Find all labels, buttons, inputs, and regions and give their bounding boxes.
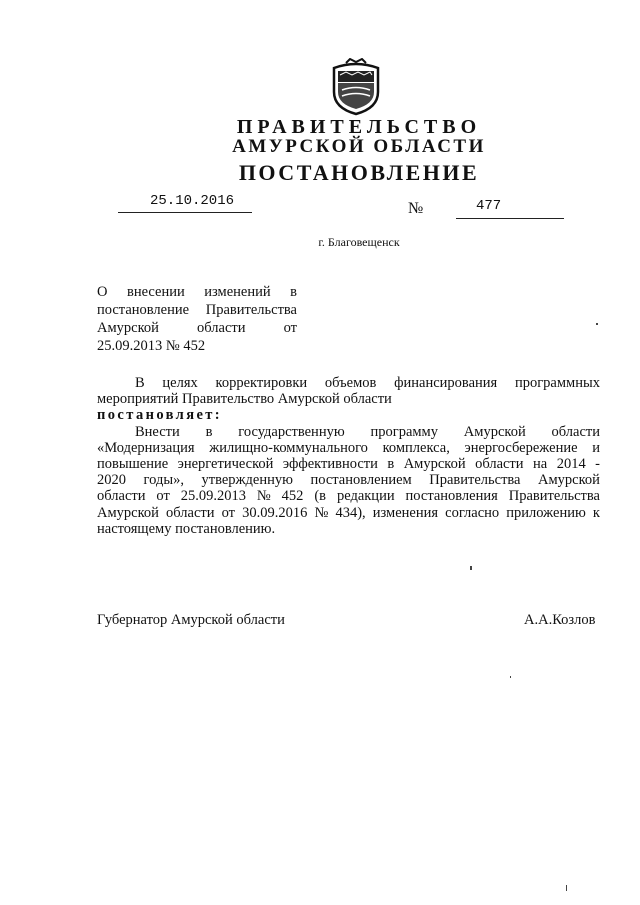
body-word: эффективности — [282, 456, 378, 473]
body-word: от — [221, 504, 236, 521]
body-word: Внести — [135, 423, 180, 440]
body-word: изменения — [372, 504, 439, 521]
body-word: от — [156, 488, 170, 505]
body-word: комплекса, — [382, 439, 450, 456]
body-word: корректировки — [215, 375, 308, 391]
body-word: № — [256, 488, 271, 505]
body-word: В — [135, 375, 145, 391]
body-word: 25.09.2013 — [180, 488, 246, 505]
subject-line — [97, 337, 297, 355]
body-line — [97, 488, 600, 504]
resolves-keyword: постановляет: — [97, 407, 223, 424]
subject-word: 25.09.2013 № 452 — [97, 338, 206, 354]
body-line — [97, 505, 600, 521]
document-date: 25.10.2016 — [150, 193, 235, 209]
body-word: области — [475, 456, 524, 473]
body-word: на — [533, 456, 548, 473]
body-word: годы», — [143, 472, 184, 489]
body-line — [97, 424, 600, 440]
subject-line — [97, 283, 297, 301]
body-word: № — [314, 504, 329, 521]
body-word: настоящему постановлению. — [97, 520, 276, 537]
organization-region: АМУРСКОЙ ОБЛАСТИ — [232, 136, 486, 157]
scan-speck — [470, 566, 472, 570]
subject-word: области — [197, 320, 246, 336]
body-word: финансирования — [394, 375, 498, 391]
body-word: редакции — [336, 488, 395, 505]
body-word: объемов — [324, 375, 377, 391]
subject-line — [97, 319, 297, 337]
body-word: области — [97, 488, 146, 505]
subject-word: постановление — [97, 302, 190, 318]
coat-of-arms-icon — [330, 58, 382, 116]
body-word: в — [205, 423, 213, 440]
body-word: Правительства — [429, 472, 521, 489]
body-word: 30.09.2016 — [242, 504, 308, 521]
subject-word: О — [97, 284, 108, 300]
subject-word: Амурской — [97, 320, 159, 336]
document-subject — [97, 283, 297, 355]
date-underline — [118, 212, 252, 213]
body-line — [97, 456, 600, 472]
body-word: 452 — [281, 488, 304, 505]
subject-word: Правительства — [205, 302, 297, 318]
body-word: (в — [314, 488, 327, 505]
body-word: утвержденную — [201, 472, 293, 489]
subject-word: внесении — [127, 284, 185, 300]
signatory-position: Губернатор Амурской области — [97, 612, 285, 628]
body-word: постановления — [405, 488, 498, 505]
subject-word: в — [290, 284, 297, 300]
body-word: области — [551, 423, 600, 440]
body-word: Амурской — [403, 456, 466, 473]
body-word: 2014 — [556, 456, 586, 473]
body-word: Правительства — [508, 488, 600, 505]
scan-speck — [596, 323, 598, 325]
body-word: Амурской — [463, 423, 526, 440]
body-word: Амурской — [538, 472, 600, 489]
body-word: энергетической — [177, 456, 274, 473]
body-word: жилищно-коммунального — [209, 439, 368, 456]
subject-word: от — [283, 320, 297, 336]
body-word: постановлением — [310, 472, 412, 489]
body-word: мероприятий Правительство Амурской области — [97, 391, 392, 408]
document-type: ПОСТАНОВЛЕНИЕ — [238, 160, 480, 185]
document-city: г. Благовещенск — [318, 235, 400, 249]
signatory-name: А.А.Козлов — [524, 612, 596, 628]
body-line — [97, 391, 600, 407]
scan-speck — [510, 676, 511, 678]
body-word: согласно — [445, 504, 500, 521]
body-line — [97, 472, 600, 488]
body-word: целях — [162, 375, 198, 391]
resolves-line — [97, 407, 600, 423]
body-line — [97, 375, 600, 391]
body-word: Амурской — [97, 504, 159, 521]
body-word: энергосбережение — [464, 439, 578, 456]
subject-word: изменений — [204, 284, 271, 300]
body-word: программных — [514, 375, 600, 391]
body-word: «Модернизация — [97, 439, 195, 456]
body-word: 2020 — [97, 472, 126, 489]
subject-line — [97, 301, 297, 319]
body-word: - — [595, 456, 600, 473]
body-word: программу — [370, 423, 438, 440]
body-word: области — [166, 504, 215, 521]
body-line — [97, 440, 600, 456]
body-word: в — [387, 456, 395, 473]
body-word: государственную — [238, 423, 345, 440]
number-underline — [456, 218, 564, 219]
document-number: 477 — [476, 198, 502, 214]
number-sign: № — [408, 200, 424, 217]
body-word: к — [592, 504, 600, 521]
body-word: 434), — [335, 504, 366, 521]
organization-title: ПРАВИТЕЛЬСТВО — [236, 116, 482, 138]
body-line — [97, 521, 600, 537]
body-word: повышение — [97, 456, 169, 473]
scan-speck — [566, 885, 567, 891]
resolution-body — [97, 375, 600, 537]
body-word: и — [592, 439, 600, 456]
body-word: приложению — [506, 504, 586, 521]
